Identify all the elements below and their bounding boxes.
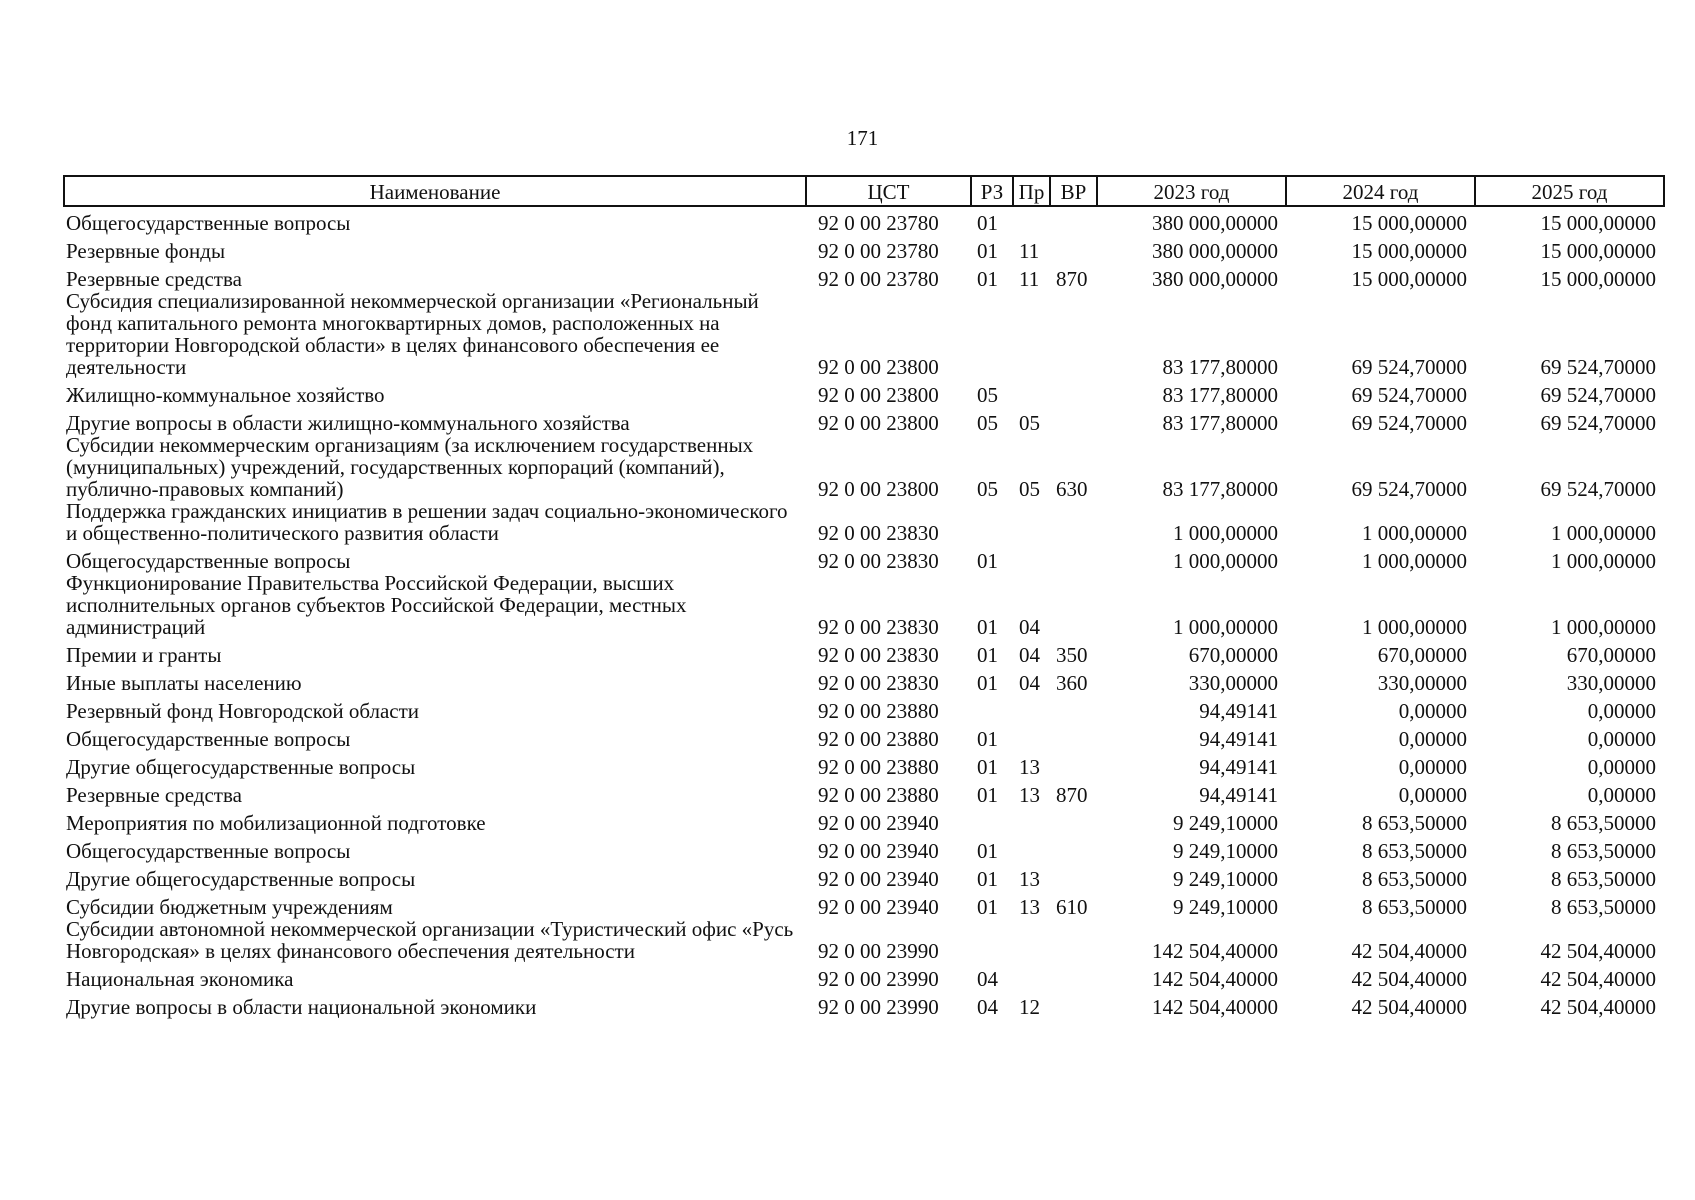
header-cst: ЦСТ: [806, 176, 971, 206]
cell-name: Другие вопросы в области жилищно-коммунального хозяйства: [66, 411, 630, 435]
cell-vr: [1050, 572, 1097, 638]
table-row: [64, 962, 1664, 990]
table-row: [64, 666, 1664, 694]
cell-2025: 15 000,00000: [1540, 239, 1656, 263]
header-row: [64, 176, 1664, 206]
cell-2025: 69 524,70000: [1540, 355, 1656, 379]
cell-rz: 01: [977, 671, 998, 695]
table-row: [64, 290, 1664, 378]
table-row: [64, 234, 1664, 262]
cell-cst: 92 0 00 23940: [818, 839, 939, 863]
cell-name: Резервный фонд Новгородской области: [66, 699, 420, 723]
cell-2024: 69 524,70000: [1351, 383, 1467, 407]
cell-cst: 92 0 00 23990: [818, 967, 939, 991]
cell-vr: [1050, 990, 1097, 1018]
cell-2024: 8 653,50000: [1362, 811, 1467, 835]
cell-name: Другие вопросы в области национальной экономики: [66, 995, 537, 1019]
cell-pr: [1013, 544, 1050, 572]
cell-name: Субсидии автономной некоммерческой организации «Туристический офис «Русь Новгородская» в целях финансового обеспечения деятельности: [66, 917, 794, 963]
cell-cst: 92 0 00 23830: [818, 643, 939, 667]
cell-rz: [971, 806, 1013, 834]
cell-name: Резервные средства: [66, 267, 242, 291]
cell-name: Резервные средства: [66, 783, 242, 807]
cell-vr: 610: [1056, 895, 1088, 919]
cell-cst: 92 0 00 23800: [818, 355, 939, 379]
table-row: [64, 750, 1664, 778]
budget-table: [63, 175, 1665, 1018]
cell-2023: 9 249,10000: [1173, 895, 1278, 919]
cell-vr: [1050, 806, 1097, 834]
cell-2024: 0,00000: [1398, 755, 1467, 779]
cell-vr: 360: [1056, 671, 1088, 695]
cell-2023: 1 000,00000: [1173, 521, 1278, 545]
cell-rz: 01: [977, 839, 998, 863]
table-header: [64, 176, 1664, 206]
table-row: [64, 378, 1664, 406]
cell-2024: 1 000,00000: [1362, 549, 1467, 573]
cell-2024: 15 000,00000: [1351, 267, 1467, 291]
cell-name: Премии и гранты: [66, 643, 222, 667]
cell-vr: [1050, 500, 1097, 544]
cell-rz: [971, 694, 1013, 722]
cell-2023: 330,00000: [1188, 671, 1278, 695]
cell-rz: 04: [977, 967, 998, 991]
table-row: [64, 722, 1664, 750]
cell-vr: [1050, 918, 1097, 962]
cell-2024: 42 504,40000: [1351, 939, 1467, 963]
cell-pr: [1013, 806, 1050, 834]
cell-cst: 92 0 00 23940: [818, 811, 939, 835]
table-row: [64, 638, 1664, 666]
cell-2025: 69 524,70000: [1540, 477, 1656, 501]
cell-cst: 92 0 00 23880: [818, 727, 939, 751]
page-number: 171: [846, 126, 879, 150]
cell-2023: 83 177,80000: [1162, 411, 1278, 435]
cell-vr: [1050, 694, 1097, 722]
cell-2023: 83 177,80000: [1162, 355, 1278, 379]
cell-name: Общегосударственные вопросы: [66, 211, 351, 235]
cell-cst: 92 0 00 23880: [818, 699, 939, 723]
cell-cst: 92 0 00 23780: [818, 267, 939, 291]
cell-2024: 15 000,00000: [1351, 211, 1467, 235]
cell-name: Резервные фонды: [66, 239, 226, 263]
cell-rz: 01: [977, 895, 998, 919]
cell-pr: [1013, 290, 1050, 378]
cell-cst: 92 0 00 23830: [818, 615, 939, 639]
cell-name: Другие общегосударственные вопросы: [66, 755, 416, 779]
cell-2024: 69 524,70000: [1351, 411, 1467, 435]
cell-vr: [1050, 962, 1097, 990]
table-row: [64, 862, 1664, 890]
cell-name: Субсидия специализированной некоммерческой организации «Региональный фонд капитального ремонта многоквартирных домов, расположенных на территории Новгородской области» в целях финансового обеспечения ее деятельности: [66, 289, 759, 379]
cell-2023: 380 000,00000: [1152, 267, 1278, 291]
cell-2024: 1 000,00000: [1362, 521, 1467, 545]
cell-pr: 13: [1019, 783, 1040, 807]
cell-rz: 01: [977, 783, 998, 807]
cell-cst: 92 0 00 23800: [818, 477, 939, 501]
header-pr: Пр: [1013, 176, 1050, 206]
cell-name: Иные выплаты населению: [66, 671, 302, 695]
cell-2023: 1 000,00000: [1173, 549, 1278, 573]
cell-cst: 92 0 00 23940: [818, 867, 939, 891]
cell-vr: 630: [1056, 477, 1088, 501]
cell-pr: 13: [1019, 755, 1040, 779]
cell-2025: 1 000,00000: [1551, 549, 1656, 573]
cell-pr: 04: [1019, 671, 1040, 695]
cell-rz: 05: [977, 477, 998, 501]
cell-2023: 380 000,00000: [1152, 239, 1278, 263]
cell-pr: 13: [1019, 895, 1040, 919]
cell-2023: 83 177,80000: [1162, 383, 1278, 407]
cell-pr: [1013, 206, 1050, 234]
cell-2025: 42 504,40000: [1540, 995, 1656, 1019]
cell-cst: 92 0 00 23780: [818, 239, 939, 263]
cell-2025: 8 653,50000: [1551, 811, 1656, 835]
table-row: [64, 206, 1664, 234]
cell-2025: 1 000,00000: [1551, 521, 1656, 545]
cell-vr: [1050, 750, 1097, 778]
table-row: [64, 834, 1664, 862]
cell-2023: 9 249,10000: [1173, 811, 1278, 835]
cell-name: Общегосударственные вопросы: [66, 549, 351, 573]
table-row: [64, 406, 1664, 434]
cell-2023: 94,49141: [1199, 727, 1278, 751]
cell-2025: 69 524,70000: [1540, 383, 1656, 407]
cell-name: Мероприятия по мобилизационной подготовке: [66, 811, 486, 835]
cell-pr: [1013, 378, 1050, 406]
cell-2023: 94,49141: [1199, 699, 1278, 723]
cell-rz: 05: [977, 383, 998, 407]
cell-rz: 01: [977, 211, 998, 235]
cell-vr: [1050, 378, 1097, 406]
cell-pr: 11: [1019, 239, 1040, 263]
cell-pr: [1013, 694, 1050, 722]
cell-cst: 92 0 00 23830: [818, 549, 939, 573]
table-row: [64, 890, 1664, 918]
cell-2024: 0,00000: [1398, 727, 1467, 751]
cell-pr: [1013, 918, 1050, 962]
cell-2024: 1 000,00000: [1362, 615, 1467, 639]
table-row: [64, 544, 1664, 572]
cell-cst: 92 0 00 23880: [818, 783, 939, 807]
cell-cst: 92 0 00 23990: [818, 939, 939, 963]
cell-pr: [1013, 962, 1050, 990]
cell-rz: 01: [977, 549, 998, 573]
cell-pr: [1013, 834, 1050, 862]
cell-2025: 1 000,00000: [1551, 615, 1656, 639]
cell-pr: 05: [1019, 411, 1040, 435]
cell-2024: 670,00000: [1377, 643, 1467, 667]
cell-cst: 92 0 00 23880: [818, 755, 939, 779]
cell-2025: 0,00000: [1587, 783, 1656, 807]
cell-vr: [1050, 862, 1097, 890]
table-row: [64, 572, 1664, 638]
cell-name: Национальная экономика: [66, 967, 294, 991]
cell-vr: 350: [1056, 643, 1088, 667]
cell-2023: 142 504,40000: [1152, 939, 1278, 963]
cell-2024: 330,00000: [1377, 671, 1467, 695]
cell-2023: 142 504,40000: [1152, 967, 1278, 991]
cell-2023: 380 000,00000: [1152, 211, 1278, 235]
cell-pr: 13: [1019, 867, 1040, 891]
cell-2024: 42 504,40000: [1351, 995, 1467, 1019]
cell-2024: 0,00000: [1398, 783, 1467, 807]
cell-cst: 92 0 00 23830: [818, 521, 939, 545]
header-2023: 2023 год: [1097, 176, 1286, 206]
cell-2025: 8 653,50000: [1551, 895, 1656, 919]
table-row: [64, 806, 1664, 834]
cell-rz: 01: [977, 727, 998, 751]
cell-2023: 83 177,80000: [1162, 477, 1278, 501]
budget-table-container: [63, 175, 1665, 1018]
cell-2025: 15 000,00000: [1540, 267, 1656, 291]
cell-vr: [1050, 234, 1097, 262]
cell-cst: 92 0 00 23990: [818, 995, 939, 1019]
cell-2023: 142 504,40000: [1152, 995, 1278, 1019]
cell-2025: 8 653,50000: [1551, 839, 1656, 863]
header-2025: 2025 год: [1475, 176, 1664, 206]
cell-vr: [1050, 290, 1097, 378]
cell-pr: 04: [1019, 643, 1040, 667]
cell-name: Общегосударственные вопросы: [66, 727, 351, 751]
cell-rz: 01: [977, 755, 998, 779]
cell-vr: 870: [1056, 783, 1088, 807]
cell-rz: 01: [977, 239, 998, 263]
cell-vr: [1050, 544, 1097, 572]
cell-2023: 670,00000: [1188, 643, 1278, 667]
table-row: [64, 778, 1664, 806]
cell-vr: [1050, 722, 1097, 750]
cell-2023: 94,49141: [1199, 755, 1278, 779]
cell-vr: 870: [1056, 267, 1088, 291]
cell-2025: 42 504,40000: [1540, 939, 1656, 963]
cell-name: Субсидии бюджетным учреждениям: [66, 895, 393, 919]
cell-cst: 92 0 00 23800: [818, 383, 939, 407]
cell-2025: 42 504,40000: [1540, 967, 1656, 991]
cell-2023: 94,49141: [1199, 783, 1278, 807]
header-vr: ВР: [1050, 176, 1097, 206]
cell-2024: 0,00000: [1398, 699, 1467, 723]
cell-rz: 05: [977, 411, 998, 435]
cell-rz: 01: [977, 267, 998, 291]
cell-pr: 05: [1019, 477, 1040, 501]
cell-2024: 15 000,00000: [1351, 239, 1467, 263]
cell-rz: [971, 290, 1013, 378]
cell-rz: 04: [977, 995, 998, 1019]
cell-rz: [971, 918, 1013, 962]
table-row: [64, 262, 1664, 290]
table-row: [64, 500, 1664, 544]
cell-pr: [1013, 500, 1050, 544]
header-rz: РЗ: [971, 176, 1013, 206]
table-row: [64, 918, 1664, 962]
cell-2023: 9 249,10000: [1173, 867, 1278, 891]
cell-rz: 01: [977, 643, 998, 667]
cell-2024: 69 524,70000: [1351, 355, 1467, 379]
cell-2025: 0,00000: [1587, 699, 1656, 723]
cell-pr: 12: [1019, 995, 1040, 1019]
cell-2024: 8 653,50000: [1362, 839, 1467, 863]
cell-2025: 15 000,00000: [1540, 211, 1656, 235]
cell-vr: [1050, 834, 1097, 862]
cell-name: Другие общегосударственные вопросы: [66, 867, 416, 891]
cell-2023: 1 000,00000: [1173, 615, 1278, 639]
cell-2024: 8 653,50000: [1362, 867, 1467, 891]
cell-name: Функционирование Правительства Российской Федерации, высших исполнительных органов субъектов Российской Федерации, местных администраций: [66, 571, 687, 639]
cell-cst: 92 0 00 23800: [818, 411, 939, 435]
cell-rz: 01: [977, 615, 998, 639]
cell-name: Поддержка гражданских инициатив в решении задач социально-экономического и общественно-политического развития области: [66, 499, 788, 545]
cell-name: Общегосударственные вопросы: [66, 839, 351, 863]
cell-cst: 92 0 00 23780: [818, 211, 939, 235]
cell-vr: [1050, 406, 1097, 434]
table-row: [64, 694, 1664, 722]
cell-cst: 92 0 00 23830: [818, 671, 939, 695]
cell-2025: 0,00000: [1587, 727, 1656, 751]
cell-2025: 8 653,50000: [1551, 867, 1656, 891]
cell-2025: 69 524,70000: [1540, 411, 1656, 435]
cell-2025: 0,00000: [1587, 755, 1656, 779]
cell-rz: 01: [977, 867, 998, 891]
cell-2025: 670,00000: [1566, 643, 1656, 667]
table-row: [64, 434, 1664, 500]
cell-pr: 04: [1019, 615, 1040, 639]
cell-2023: 9 249,10000: [1173, 839, 1278, 863]
cell-2024: 42 504,40000: [1351, 967, 1467, 991]
header-name: Наименование: [64, 176, 806, 206]
header-2024: 2024 год: [1286, 176, 1475, 206]
cell-rz: [971, 500, 1013, 544]
cell-2025: 330,00000: [1566, 671, 1656, 695]
cell-pr: [1013, 722, 1050, 750]
cell-vr: [1050, 206, 1097, 234]
cell-name: Субсидии некоммерческим организациям (за исключением государственных (муниципальных) учреждений, государственных корпораций (компаний), публично-правовых компаний): [66, 433, 754, 501]
cell-name: Жилищно-коммунальное хозяйство: [66, 383, 385, 407]
table-row: [64, 990, 1664, 1018]
cell-pr: 11: [1019, 267, 1040, 291]
cell-cst: 92 0 00 23940: [818, 895, 939, 919]
cell-2024: 8 653,50000: [1362, 895, 1467, 919]
table-body: [64, 206, 1664, 1018]
cell-2024: 69 524,70000: [1351, 477, 1467, 501]
